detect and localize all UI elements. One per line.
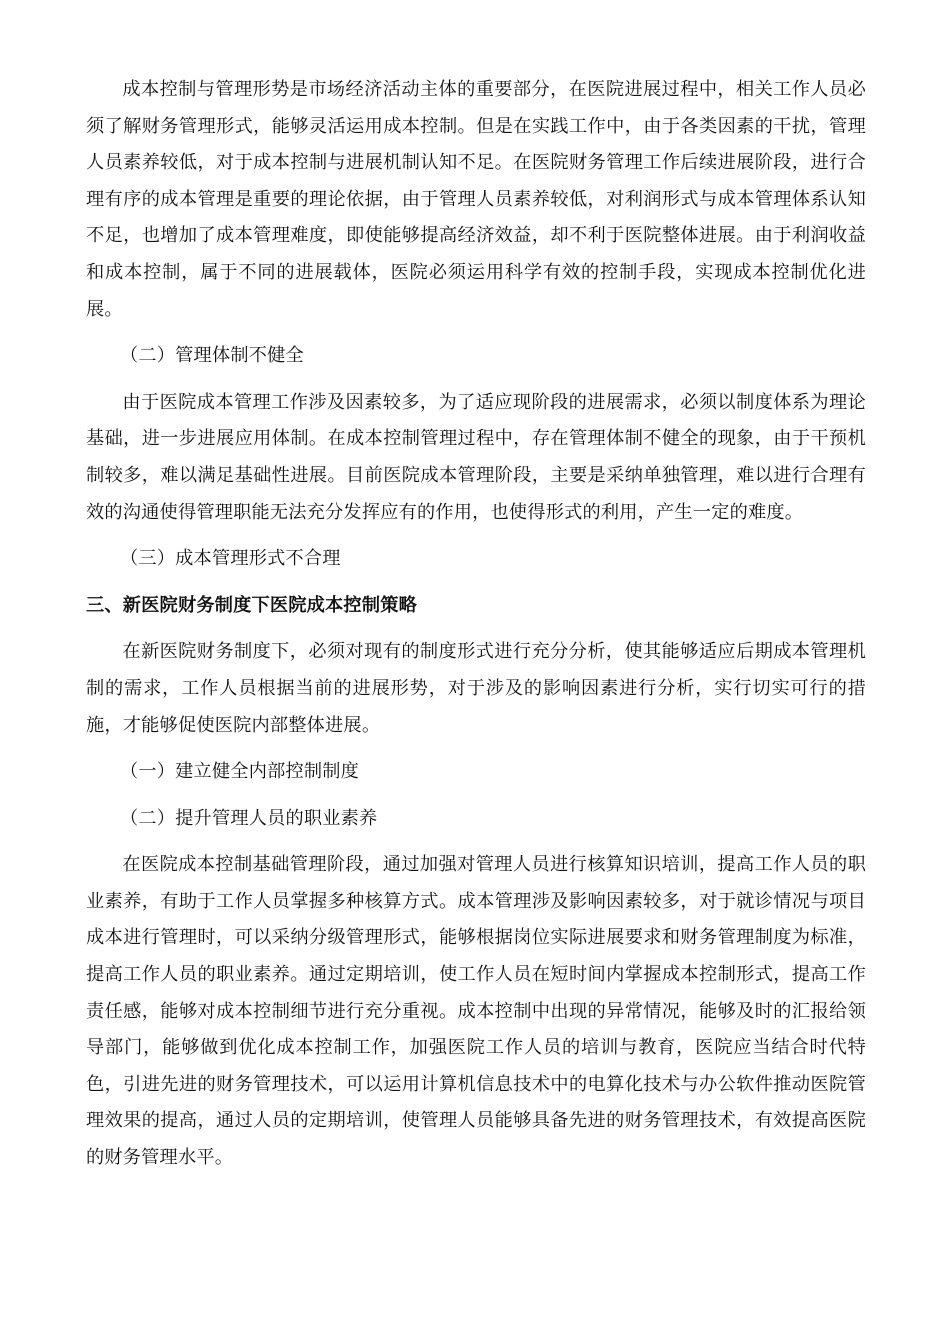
paragraph-management-system: 由于医院成本管理工作涉及因素较多，为了适应现阶段的进展需求，必须以制度体系为理论基础，进一步进展应用体制。在成本控制管理过程中，存在管理体制不健全的现象，由于干预机制较多，难以满足基础性进展。目前医院成本管理阶段，主要是采纳单独管理，难以进行合理有效的沟通使得管理职能无法充分发挥应有的作用，也使得形式的利用，产生一定的难度。 (86, 391, 866, 523)
subheading-management-system: （二）管理体制不健全 (120, 345, 304, 367)
subheading-cost-management-form: （三）成本管理形式不合理 (120, 548, 341, 570)
subheading-internal-control: （一）建立健全内部控制制度 (120, 761, 360, 783)
paragraph-strategy-intro: 在新医院财务制度下，必须对现有的制度形式进行充分分析，使其能够适应后期成本管理机制的需求，工作人员根据当前的进展形势，对于涉及的影响因素进行分析，实行切实可行的措施，才能够促使医院内部整体进展。 (86, 641, 866, 736)
document-page (86, 72, 866, 1177)
section-heading-strategy: 三、新医院财务制度下医院成本控制策略 (86, 594, 417, 616)
paragraph-cost-control-intro: 成本控制与管理形势是市场经济活动主体的重要部分，在医院进展过程中，相关工作人员必须了解财务管理形式，能够灵活运用成本控制。但是在实践工作中，由于各类因素的干扰，管理人员素养较低，对于成本控制与进展机制认知不足。在医院财务管理工作后续进展阶段，进行合理有序的成本管理是重要的理论依据，由于管理人员素养较低，对利润形式与成本管理体系认知不足，也增加了成本管理难度，即使能够提高经济效益，却不利于医院整体进展。由于利润收益和成本控制，属于不同的进展载体，医院必须运用科学有效的控制手段，实现成本控制优化进展。 (86, 79, 866, 320)
paragraph-professional-quality: 在医院成本控制基础管理阶段，通过加强对管理人员进行核算知识培训，提高工作人员的职业素养，有助于工作人员掌握多种核算方式。成本管理涉及影响因素较多，对于就诊情况与项目成本进行管理时，可以采纳分级管理形式，能够根据岗位实际进展要求和财务管理制度为标准，提高工作人员的职业素养。通过定期培训，使工作人员在短时间内掌握成本控制形式，提高工作责任感，能够对成本控制细节进行充分重视。成本控制中出现的异常情况，能够及时的汇报给领导部门，能够做到优化成本控制工作，加强医院工作人员的培训与教育，医院应当结合时代特色，引进先进的财务管理技术，可以运用计算机信息技术中的电算化技术与办公软件推动医院管理效果的提高，通过人员的定期培训，使管理人员能够具备先进的财务管理技术，有效提高医院的财务管理水平。 (86, 854, 866, 1169)
subheading-professional-quality: （二）提升管理人员的职业素养 (120, 807, 378, 829)
